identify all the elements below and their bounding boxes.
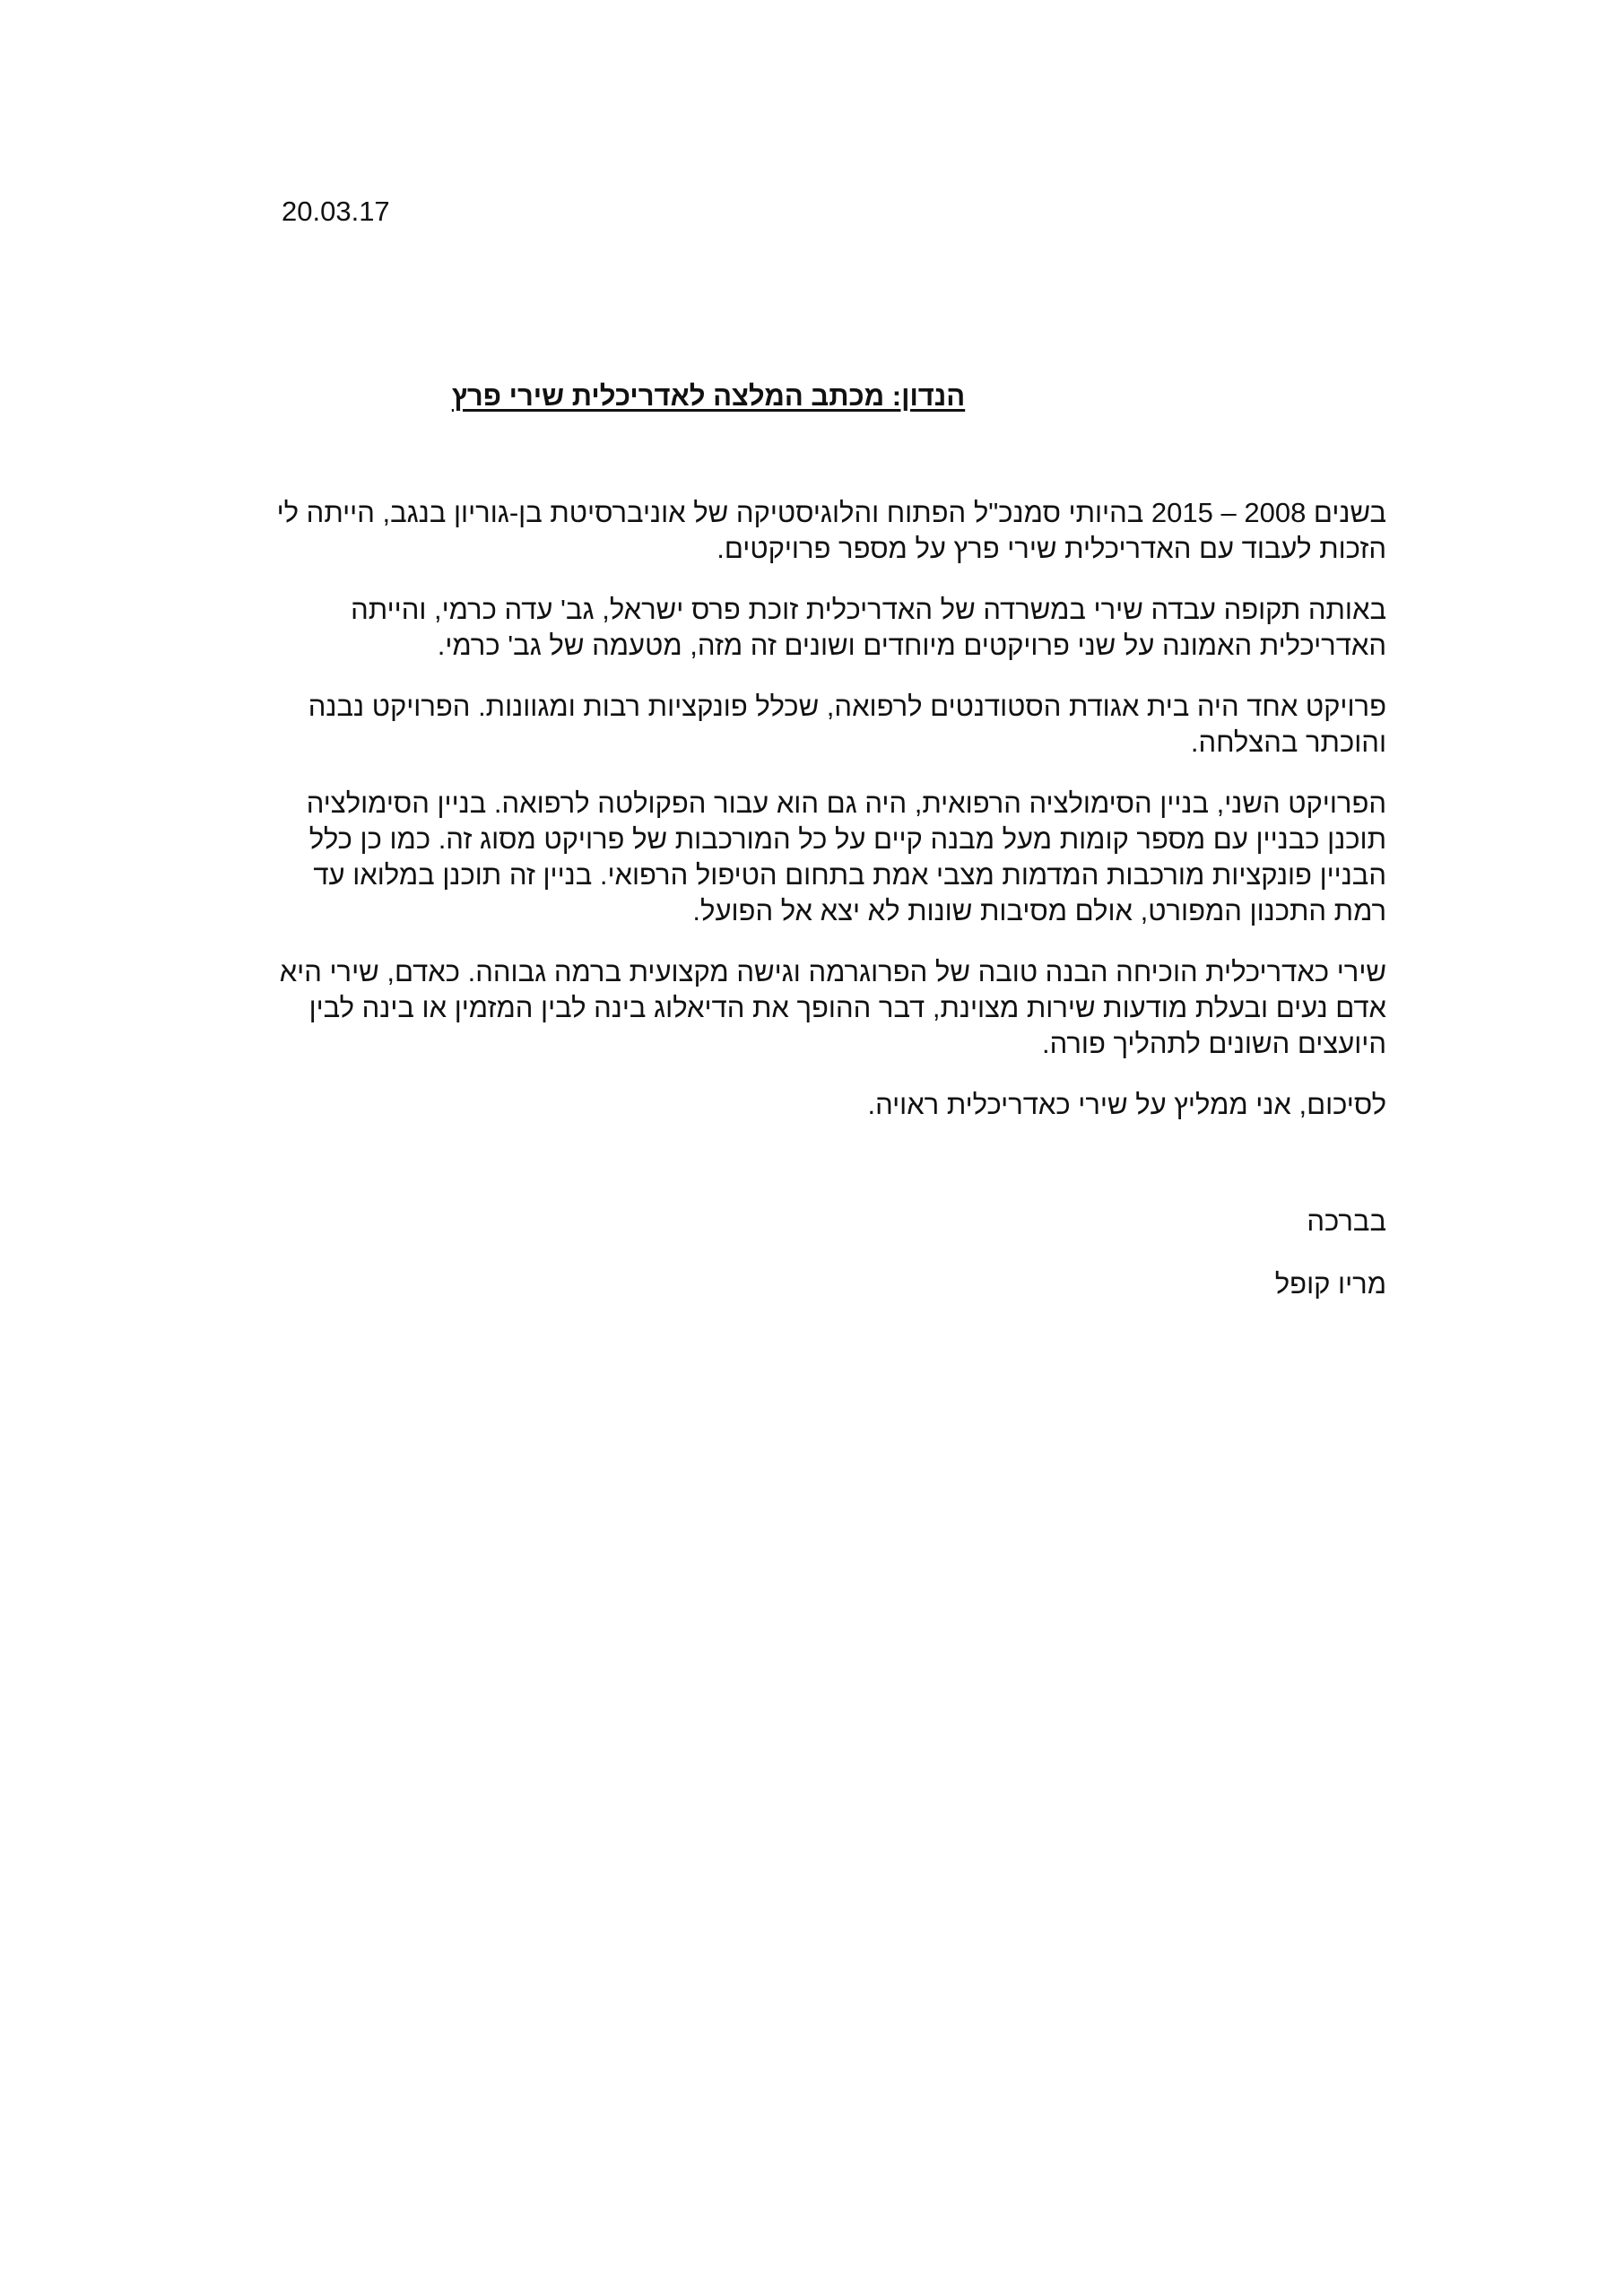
- paragraph-2-line-1: באותה תקופה עבדה שירי במשרדה של האדריכלית זוכת פרס ישראל, גב' עדה כרמי, והייתה: [351, 594, 1386, 625]
- paragraph-5-line-2: אדם נעים ובעלת מודעות שירות מצוינת, דבר ההופך את הדיאלוג בינה לבין המזמין או בינה לבין: [308, 992, 1386, 1023]
- signature-name: מריו קופל: [1274, 1268, 1386, 1300]
- paragraph-4-line-2: תוכנן כבניין עם מספר קומות מעל מבנה קיים על כל המורכבות של פרויקט מסוג זה. כמו כן כלל: [308, 823, 1386, 855]
- paragraph-4-line-4: רמת התכנון המפורט, אולם מסיבות שונות לא יצא אל הפועל.: [692, 895, 1386, 926]
- paragraph-1-line-1: בשנים 2008 – 2015 בהיותי סמנכ"ל הפתוח והלוגיסטיקה של אוניברסיטת בן-גוריון בנגב, הייתה לי: [276, 497, 1386, 528]
- letter-closing: בברכה: [1307, 1205, 1386, 1237]
- paragraph-1-line-2: הזכות לעבוד עם האדריכלית שירי פרץ על מספר פרויקטים.: [716, 533, 1386, 564]
- paragraph-5-line-1: שירי כאדריכלית הוכיחה הבנה טובה של הפרוגרמה וגישה מקצועית ברמה גבוהה. כאדם, שירי היא: [279, 956, 1386, 987]
- paragraph-4-line-1: הפרויקט השני, בניין הסימולציה הרפואית, היה גם הוא עבור הפקולטה לרפואה. בניין הסימולציה: [306, 787, 1386, 819]
- paragraph-3-line-2: והוכתר בהצלחה.: [1190, 726, 1386, 758]
- paragraph-5-line-3: היועצים השונים לתהליך פורה.: [1042, 1028, 1386, 1059]
- paragraph-4-line-3: הבניין פונקציות מורכבות המדמות מצבי אמת בתחום הטיפול הרפואי. בניין זה תוכנן במלואו עד: [313, 859, 1386, 891]
- letter-date: 20.03.17: [282, 196, 390, 227]
- paragraph-3-line-1: פרויקט אחד היה בית אגודת הסטודנטים לרפואה, שכלל פונקציות רבות ומגוונות. הפרויקט נבנה: [308, 691, 1386, 722]
- letter-subject: הנדון: מכתב המלצה לאדריכלית שירי פרץ: [451, 380, 966, 412]
- paragraph-2-line-2: האדריכלית האמונה על שני פרויקטים מיוחדים ושונים זה מזה, מטעמה של גב' כרמי.: [437, 630, 1386, 661]
- paragraph-6-line-1: לסיכום, אני ממליץ על שירי כאדריכלית ראויה.: [867, 1089, 1386, 1120]
